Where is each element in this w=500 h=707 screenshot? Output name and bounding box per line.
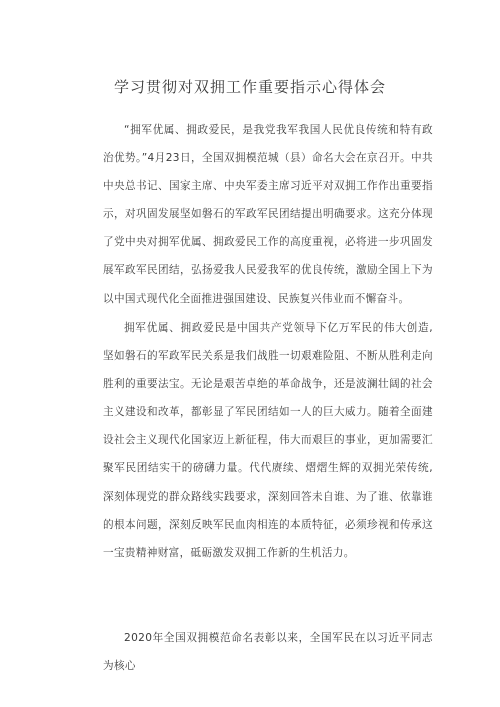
paragraph-3: 2020年全国双拥模范命名表彰以来，全国军民在以习近平同志为核心 [103, 632, 433, 673]
page-title: 学习贯彻对双拥工作重要指示心得体会 [113, 78, 386, 96]
paragraph-2: 拥军优属、拥政爱民是中国共产党领导下亿万军民的伟大创造,坚如磐石的军政军民关系是我们战胜一切艰难险阻、不断从胜利走向胜利的重要法宝。无论是艰苦卓绝的革命战争，还是波澜壮阔的社会主义建设和改革，都彰显了军民团结如一人的巨大威力。随着全面建设社会主义现代化国家迈上新征程，伟大而艰巨的事业，更加需要汇聚军民团结实干的磅礴力量。代代赓续、熠熠生辉的双拥光荣传统,深刻体现党的群众路线实践要求，深刻回答未自谁、为了谁、依靠谁的根本问题，深刻反映军民血肉相连的本质特征，必须珍视和传承这一宝贵精神财富，砥砺激发双拥工作新的生机活力。 [103, 322, 433, 559]
paragraph-1: “拥军优属、拥政爱民，是我党我军我国人民优良传统和特有政治优势。”4月23日，全国双拥模范城（县）命名大会在京召开。中共中央总书记、国家主席、中央军委主席习近平对双拥工作作出重要指示，对巩固发展坚如磐石的军政军民团结提出明确要求。这充分体现了党中央对拥军优属、拥政爱民工作的高度重视，必将进一步巩固发展军政军民团结，弘扬爱我人民爱我军的优良传统，激励全国上下为以中国式现代化全面推进强国建设、民族复兴伟业而不懈奋斗。 [103, 124, 433, 305]
